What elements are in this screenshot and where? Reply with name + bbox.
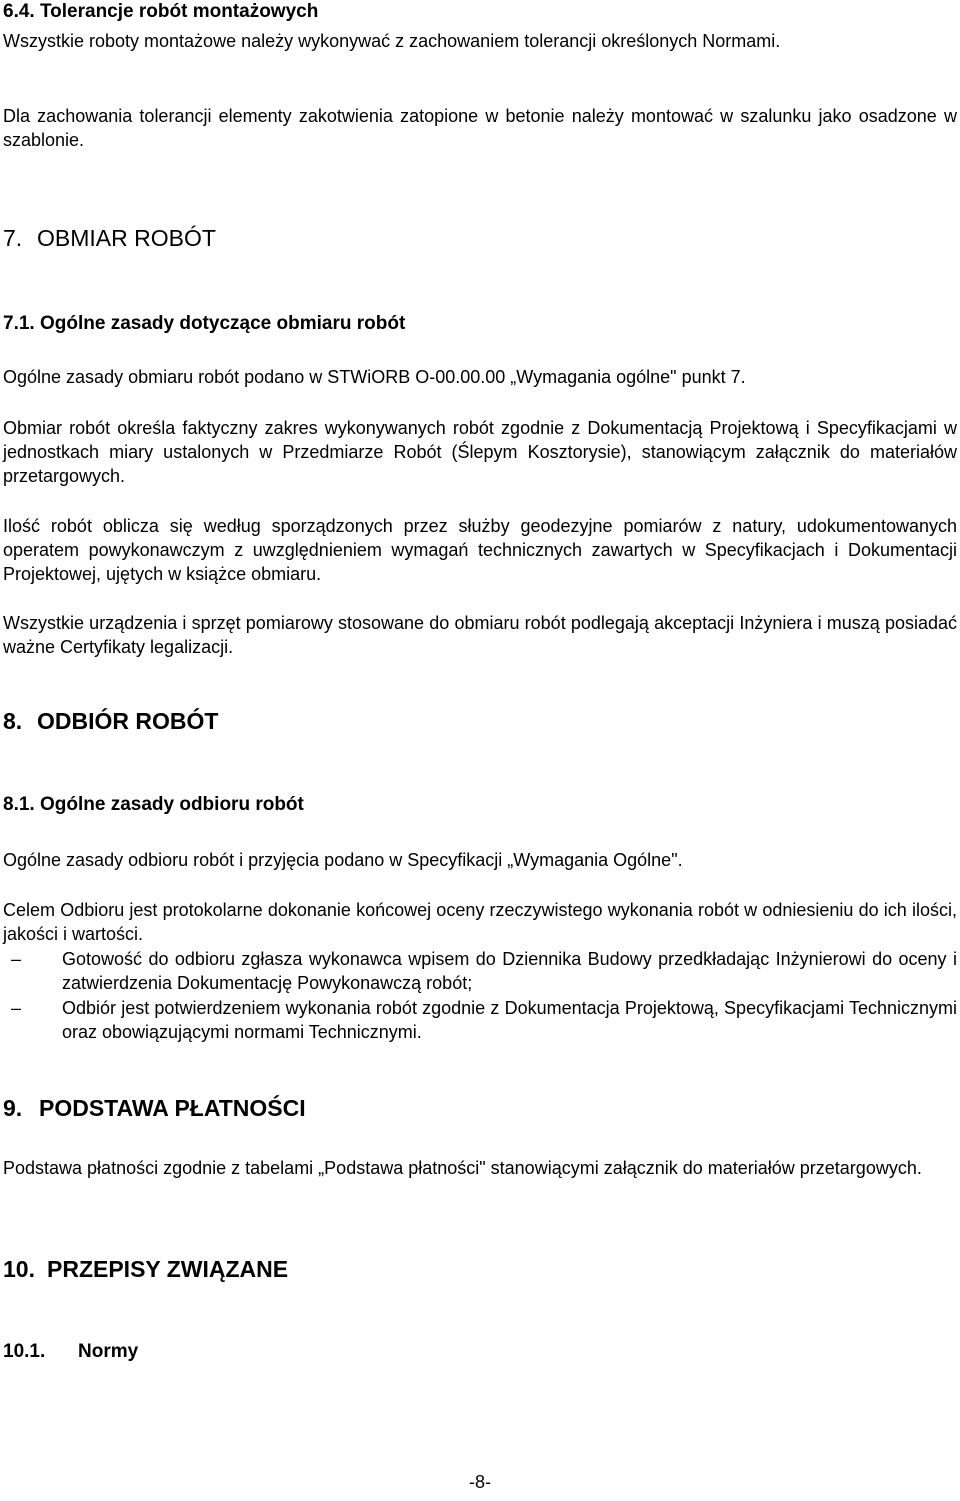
heading-8-1: 8.1. Ogólne zasady odbioru robót [3, 794, 304, 815]
list-item-text: Gotowość do odbioru zgłasza wykonawca wpisem do Dziennika Budowy przedkładając Inżynierowi do oceny i zatwierdzenia Dokumentację Powykonawczą robót; [62, 949, 957, 993]
heading-9 [3, 1096, 957, 1120]
heading-7-title: OBMIAR ROBÓT [37, 225, 216, 251]
page-number: -8- [469, 1472, 491, 1492]
paragraph-quantity-calculation: Ilość robót oblicza się według sporządzonych przez służby geodezyjne pomiarów z natury, udokumentowanych operatem powykonawczym z uwzględnieniem wymagań technicznych zawartych w Specyfikacjach i Dokumentacji Projektowej, ujętych w książce obmiaru. [3, 516, 957, 584]
heading-7-number: 7. [3, 225, 23, 251]
paragraph-anchoring-tolerances: Dla zachowania tolerancji elementy zakotwienia zatopione w betonie należy montować w szalunku jako osadzone w szablonie. [3, 106, 957, 150]
list-item [3, 947, 957, 995]
list-item [3, 996, 957, 1044]
paragraph-acceptance-rules: Ogólne zasady odbioru robót i przyjęcia podano w Specyfikacji „Wymagania Ogólne". [3, 850, 683, 870]
dash-bullet: – [11, 949, 22, 969]
heading-10-1 [3, 1340, 957, 1364]
heading-10-title: PRZEPISY ZWIĄZANE [47, 1256, 289, 1282]
paragraph-tolerances-norms: Wszystkie roboty montażowe należy wykonywać z zachowaniem tolerancji określonych Normami. [3, 31, 781, 51]
heading-8-number: 8. [3, 708, 23, 734]
heading-10-number: 10. [3, 1256, 35, 1282]
heading-9-title: PODSTAWA PŁATNOŚCI [39, 1095, 306, 1121]
heading-8 [3, 709, 957, 733]
heading-8-title: ODBIÓR ROBÓT [37, 708, 219, 734]
heading-7 [3, 226, 957, 250]
paragraph-measurement-scope: Obmiar robót określa faktyczny zakres wykonywanych robót zgodnie z Dokumentacją Projektową i Specyfikacjami w jednostkach miary ustalonych w Przedmiarze Robót (Ślepym Kosztorysie), stanowiącym załącznik do materiałów przetargowych. [3, 418, 957, 486]
heading-10-1-title: Normy [78, 1341, 139, 1362]
paragraph-payment-basis: Podstawa płatności zgodnie z tabelami „Podstawa płatności" stanowiącymi załącznik do materiałów przetargowych. [3, 1158, 922, 1178]
heading-9-number: 9. [3, 1095, 23, 1121]
heading-7-1: 7.1. Ogólne zasady dotyczące obmiaru robót [3, 313, 406, 334]
paragraph-acceptance-purpose: Celem Odbioru jest protokolarne dokonanie końcowej oceny rzeczywistego wykonania robót w odniesieniu do ich ilości, jakości i wartości. [3, 900, 957, 944]
paragraph-measurement-rules: Ogólne zasady obmiaru robót podano w STWiORB O-00.00.00 „Wymagania ogólne" punkt 7. [3, 367, 746, 387]
paragraph-measuring-equipment: Wszystkie urządzenia i sprzęt pomiarowy stosowane do obmiaru robót podlegają akceptacji Inżyniera i muszą posiadać ważne Certyfikaty legalizacji. [3, 613, 957, 657]
heading-6-4: 6.4. Tolerancje robót montażowych [3, 1, 319, 22]
heading-10-1-number: 10.1. [3, 1341, 46, 1362]
list-item-text: Odbiór jest potwierdzeniem wykonania robót zgodnie z Dokumentacja Projektową, Specyfikacjami Technicznymi oraz obowiązującymi normami Technicznymi. [62, 998, 957, 1042]
dash-bullet: – [11, 998, 22, 1018]
heading-10 [3, 1257, 957, 1281]
